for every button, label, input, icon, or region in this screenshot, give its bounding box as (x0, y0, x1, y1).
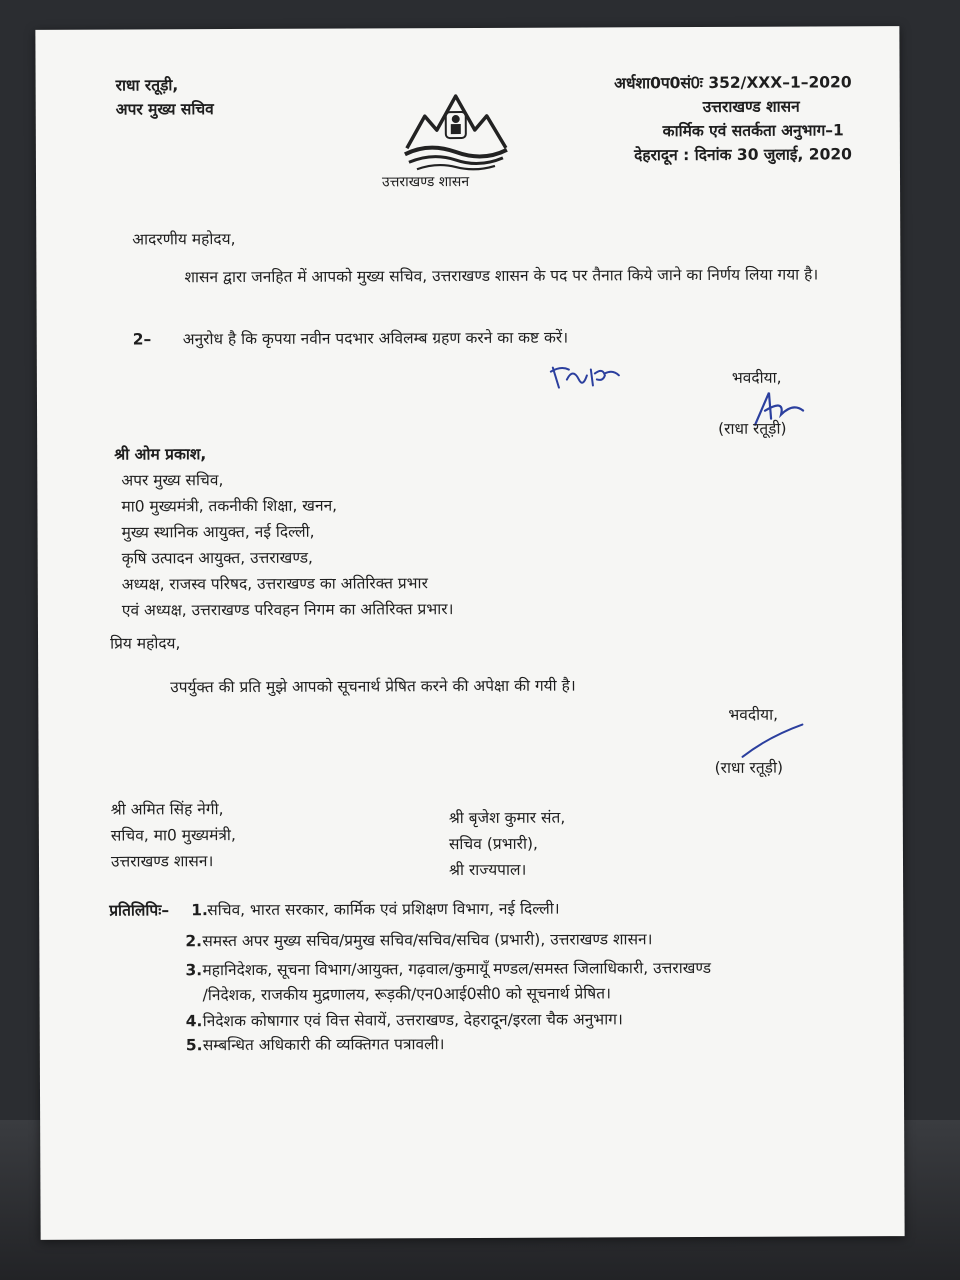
addressee-line: कृषि उत्पादन आयुक्त, उत्तराखण्ड, (121, 548, 313, 568)
uttarakhand-emblem-icon (399, 82, 514, 178)
copy-item-number: 3. (185, 961, 203, 980)
second-salutation: प्रिय महोदय, (110, 634, 181, 653)
recipient-right-line: श्री बृजेश कुमार संत, (448, 808, 566, 828)
letter-sheet (35, 26, 904, 1240)
addressee-line: अपर मुख्य सचिव, (121, 471, 224, 490)
recipient-right-line: श्री राज्यपाल। (448, 860, 527, 880)
copy-item-number: 1. (191, 901, 208, 920)
point-2-text: अनुरोध है कि कृपया नवीन पदभार अविलम्ब ग्रहण करने का कष्ट करें। (182, 328, 569, 349)
closing-1: भवदीया, (731, 368, 782, 387)
sender-name: राधा रतूड़ी, (115, 76, 179, 95)
copy-item-continuation: /निदेशक, राजकीय मुद्रणालय, रूड़की/एन0आई0सी0 को सूचनार्थ प्रेषित। (202, 984, 611, 1005)
recipient-right-line: सचिव (प्रभारी), (448, 834, 538, 854)
recipient-left-line: उत्तराखण्ड शासन। (110, 852, 214, 871)
handwritten-mark (547, 357, 627, 397)
letter-number: अर्धशा0प0सं0ः 352/XXX–1–2020 (614, 73, 852, 93)
copy-item-text: सचिव, भारत सरकार, कार्मिक एवं प्रशिक्षण विभाग, नई दिल्ली। (207, 899, 560, 920)
salutation: आदरणीय महोदय, (132, 230, 236, 249)
addressee-line: अध्यक्ष, राजस्व परिषद, उत्तराखण्ड का अतिरिक्त प्रभार (121, 574, 428, 594)
copy-item-text: महानिदेशक, सूचना विभाग/आयुक्त, गढ़वाल/कुमायूँ मण्डल/समस्त जिलाधिकारी, उत्तराखण्ड (202, 958, 712, 980)
second-paragraph: उपर्युक्त की प्रति मुझे आपको सूचनार्थ प्रेषित करने की अपेक्षा की गयी है। (170, 676, 576, 697)
place-date: देहरादून : दिनांक 30 जुलाई, 2020 (634, 145, 852, 165)
closing-2: भवदीया, (728, 705, 779, 724)
point-2-number: 2– (132, 330, 152, 349)
copy-item-text: समस्त अपर मुख्य सचिव/प्रमुख सचिव/सचिव/सचिव (प्रभारी), उत्तराखण्ड शासन। (202, 930, 653, 951)
recipient-left-line: श्री अमित सिंह नेगी, (110, 800, 224, 819)
signature-2 (738, 723, 808, 759)
addressee-line: मा0 मुख्यमंत्री, तकनीकी शिक्षा, खनन, (121, 496, 338, 516)
copy-item-text: सम्बन्धित अधिकारी की व्यक्तिगत पत्रावली। (202, 1035, 445, 1055)
paragraph-1: शासन द्वारा जनहित में आपको मुख्य सचिव, उत्तराखण्ड शासन के पद पर तैनात किये जाने का निर्णय लिया गया है। (184, 265, 819, 287)
sender-designation: अपर मुख्य सचिव (115, 100, 214, 119)
office-name: उत्तराखण्ड शासन (702, 97, 800, 116)
signatory-2: (राधा रतूड़ी) (714, 758, 784, 777)
copy-item-number: 2. (185, 932, 203, 951)
copy-item-number: 4. (185, 1012, 203, 1031)
emblem-caption: उत्तराखण्ड शासन (381, 173, 470, 191)
copy-item-number: 5. (185, 1036, 203, 1055)
copy-item-text: निदेशक कोषागार एवं वित्त सेवायें, उत्तराखण्ड, देहरादून/इरला चैक अनुभाग। (202, 1010, 623, 1031)
recipient-left-line: सचिव, मा0 मुख्यमंत्री, (110, 826, 236, 845)
addressee-name: श्री ओम प्रकाश, (114, 445, 207, 464)
addressee-line: मुख्य स्थानिक आयुक्त, नई दिल्ली, (121, 522, 315, 542)
copies-label: प्रतिलिपिः– (109, 901, 170, 920)
addressee-line: एवं अध्यक्ष, उत्तराखण्ड परिवहन निगम का अतिरिक्त प्रभार। (121, 600, 454, 620)
department-name: कार्मिक एवं सतर्कता अनुभाग–1 (662, 121, 844, 141)
signatory-1: (राधा रतूड़ी) (718, 419, 787, 438)
